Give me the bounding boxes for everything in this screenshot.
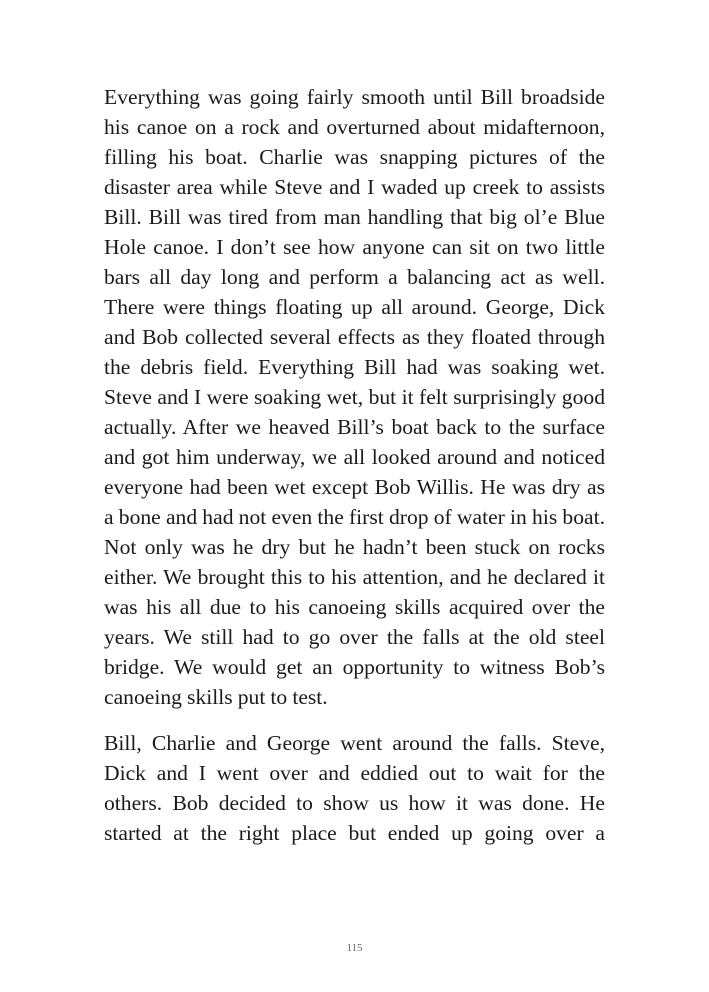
page-body	[104, 82, 605, 848]
paragraph-1: Everything was going fairly smooth until Bill broadside his canoe on a rock and overturned about midafternoon, filling his boat. Charlie was snapping pictures of the disaster area while Steve and I waded up creek to assists Bill. Bill was tired from man handling that big ol’e Blue Hole canoe. I don’t see how anyone can sit on two little bars all day long and perform a balancing act as well. There were things floating up all around. George, Dick and Bob collected several effects as they floated through the debris field. Everything Bill had was soaking wet. Steve and I were soaking wet, but it felt surprisingly good actually. After we heaved Bill’s boat back to the surface and got him underway, we all looked around and noticed everyone had been wet except Bob Willis. He was dry as a bone and had not even the first drop of water in his boat. Not only was he dry but he hadn’t been stuck on rocks either. We brought this to his attention, and he declared it was his all due to his canoeing skills acquired over the years. We still had to go over the falls at the old steel bridge. We would get an opportunity to witness Bob’s canoeing skills put to test.	[104, 85, 605, 709]
paragraph-2: Bill, Charlie and George went around the falls. Steve, Dick and I went over and eddied out to wait for the others. Bob decided to show us how it was done. He started at the right place but ended up going over a	[104, 731, 605, 845]
page-number: 115	[346, 942, 363, 954]
